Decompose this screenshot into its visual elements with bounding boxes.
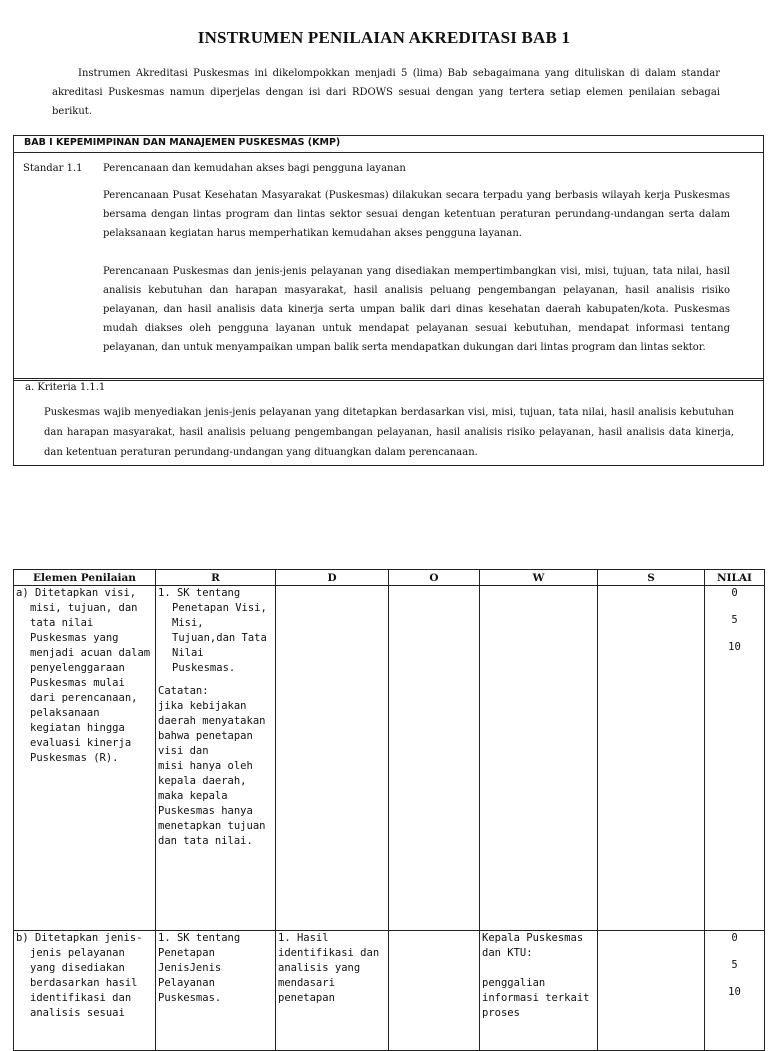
w-cell: [480, 586, 598, 931]
table-header-row: [14, 570, 765, 586]
o-cell: [389, 586, 480, 931]
s-cell: [598, 586, 705, 931]
bab-header: BAB I KEPEMIMPINAN DAN MANAJEMEN PUSKESMAS (KMP): [14, 136, 763, 153]
nilai-option: 10: [728, 641, 741, 653]
kriteria-text: Puskesmas wajib menyediakan jenis-jenis pelayanan yang ditetapkan berdasarkan visi, misi, tujuan, tata nilai, hasil analisis kebutuhan dan harapan masyarakat, hasil analisis peluang pengembangan pelayanan, hasil analisis risiko pelayanan, hasil analisis data kinerja, dan ketentuan peraturan perundang-undangan yang dituangkan dalam perencanaan.: [44, 407, 734, 458]
r-item: 1. SK tentang Penetapan Visi, Misi, Tujuan,dan Tata Nilai Puskesmas.: [158, 587, 267, 674]
nilai-cell: [705, 931, 765, 1051]
elemen-text: b) Ditetapkan jenis-jenis pelayanan yang disediakan berdasarkan hasil identifikasi dan analisis sesuai: [16, 932, 143, 1019]
nilai-cell: [705, 586, 765, 931]
column-header: R: [156, 570, 276, 586]
column-header: D: [276, 570, 389, 586]
r-cell: [156, 586, 276, 931]
d-cell: 1. Hasil identifikasi dan analisis yang mendasari penetapan: [276, 931, 389, 1051]
r-note: Catatan: jika kebijakan daerah menyatakan bahwa penetapan visi dan misi hanya oleh kepala daerah, maka kepala Puskesmas hanya menetapkan tujuan dan tata nilai.: [158, 685, 266, 847]
elemen-cell: [14, 586, 156, 931]
column-header: W: [480, 570, 598, 586]
table-row: [14, 931, 765, 1051]
o-cell: [389, 931, 480, 1051]
standard-label: Standar 1.1: [23, 163, 83, 174]
s-cell: [598, 931, 705, 1051]
nilai-option: 5: [731, 614, 738, 626]
column-header: Elemen Penilaian: [14, 570, 156, 586]
nilai-option: 0: [731, 587, 738, 599]
elemen-penilaian-table: [13, 569, 765, 1051]
intro-paragraph: [52, 64, 720, 121]
w-cell: Kepala Puskesmas dan KTU: penggalian informasi terkait proses: [480, 931, 598, 1051]
column-header: NILAI: [705, 570, 765, 586]
standard-paragraph-1: Perencanaan Pusat Kesehatan Masyarakat (Puskesmas) dilakukan secara terpadu yang berbasis wilayah kerja Puskesmas bersama dengan lintas program dan lintas sektor sesuai dengan ketentuan peraturan perundang-undangan serta dalam pelaksanaan kegiatan harus memperhatikan kemudahan akses pengguna layanan.: [103, 190, 730, 239]
column-header: O: [389, 570, 480, 586]
r-cell: [156, 931, 276, 1051]
page-title: INSTRUMEN PENILAIAN AKREDITASI BAB 1: [197, 28, 571, 47]
standard-paragraph-2: Perencanaan Puskesmas dan jenis-jenis pelayanan yang disediakan mempertimbangkan visi, misi, tujuan, tata nilai, hasil analisis kebutuhan dan harapan masyarakat, hasil analisis peluang pengembangan pelayanan, hasil analisis risiko pelayanan, dan hasil analisis data kinerja serta umpan balik dari dinas kesehatan daerah kabupaten/kota. Puskesmas mudah diakses oleh pengguna layanan untuk mendapat pelayanan sesuai kebutuhan, mendapat informasi tentang pelayanan, dan untuk menyampaikan umpan balik serta mendapatkan dukungan dari lintas program dan lintas sektor.: [103, 266, 730, 353]
nilai-option: 5: [731, 959, 738, 971]
kriteria-label: a. Kriteria 1.1.1: [25, 382, 106, 393]
intro-text: Instrumen Akreditasi Puskesmas ini dikelompokkan menjadi 5 (lima) Bab sebagaimana yang dituliskan di dalam standar akreditasi Puskesmas namun diperjelas dengan isi dari RDOWS sesuai dengan yang tertera setiap elemen penilaian sebagai berikut.: [52, 68, 720, 117]
kriteria-box: [13, 378, 764, 466]
elemen-cell: [14, 931, 156, 1051]
elemen-text: a) Ditetapkan visi, misi, tujuan, dan tata nilai Puskesmas yang menjadi acuan dalam penyelenggaraan Puskesmas mulai dari perencanaan, pelaksanaan kegiatan hingga evaluasi kinerja Puskesmas (R).: [16, 587, 151, 764]
standard-title: Perencanaan dan kemudahan akses bagi pengguna layanan: [103, 163, 406, 174]
bab-box: [13, 135, 764, 381]
d-cell: [276, 586, 389, 931]
nilai-option: 0: [731, 932, 738, 944]
column-header: S: [598, 570, 705, 586]
r-item: 1. SK tentang Penetapan JenisJenis Pelayanan Puskesmas.: [158, 932, 241, 1004]
table-row: [14, 586, 765, 931]
nilai-option: 10: [728, 986, 741, 998]
